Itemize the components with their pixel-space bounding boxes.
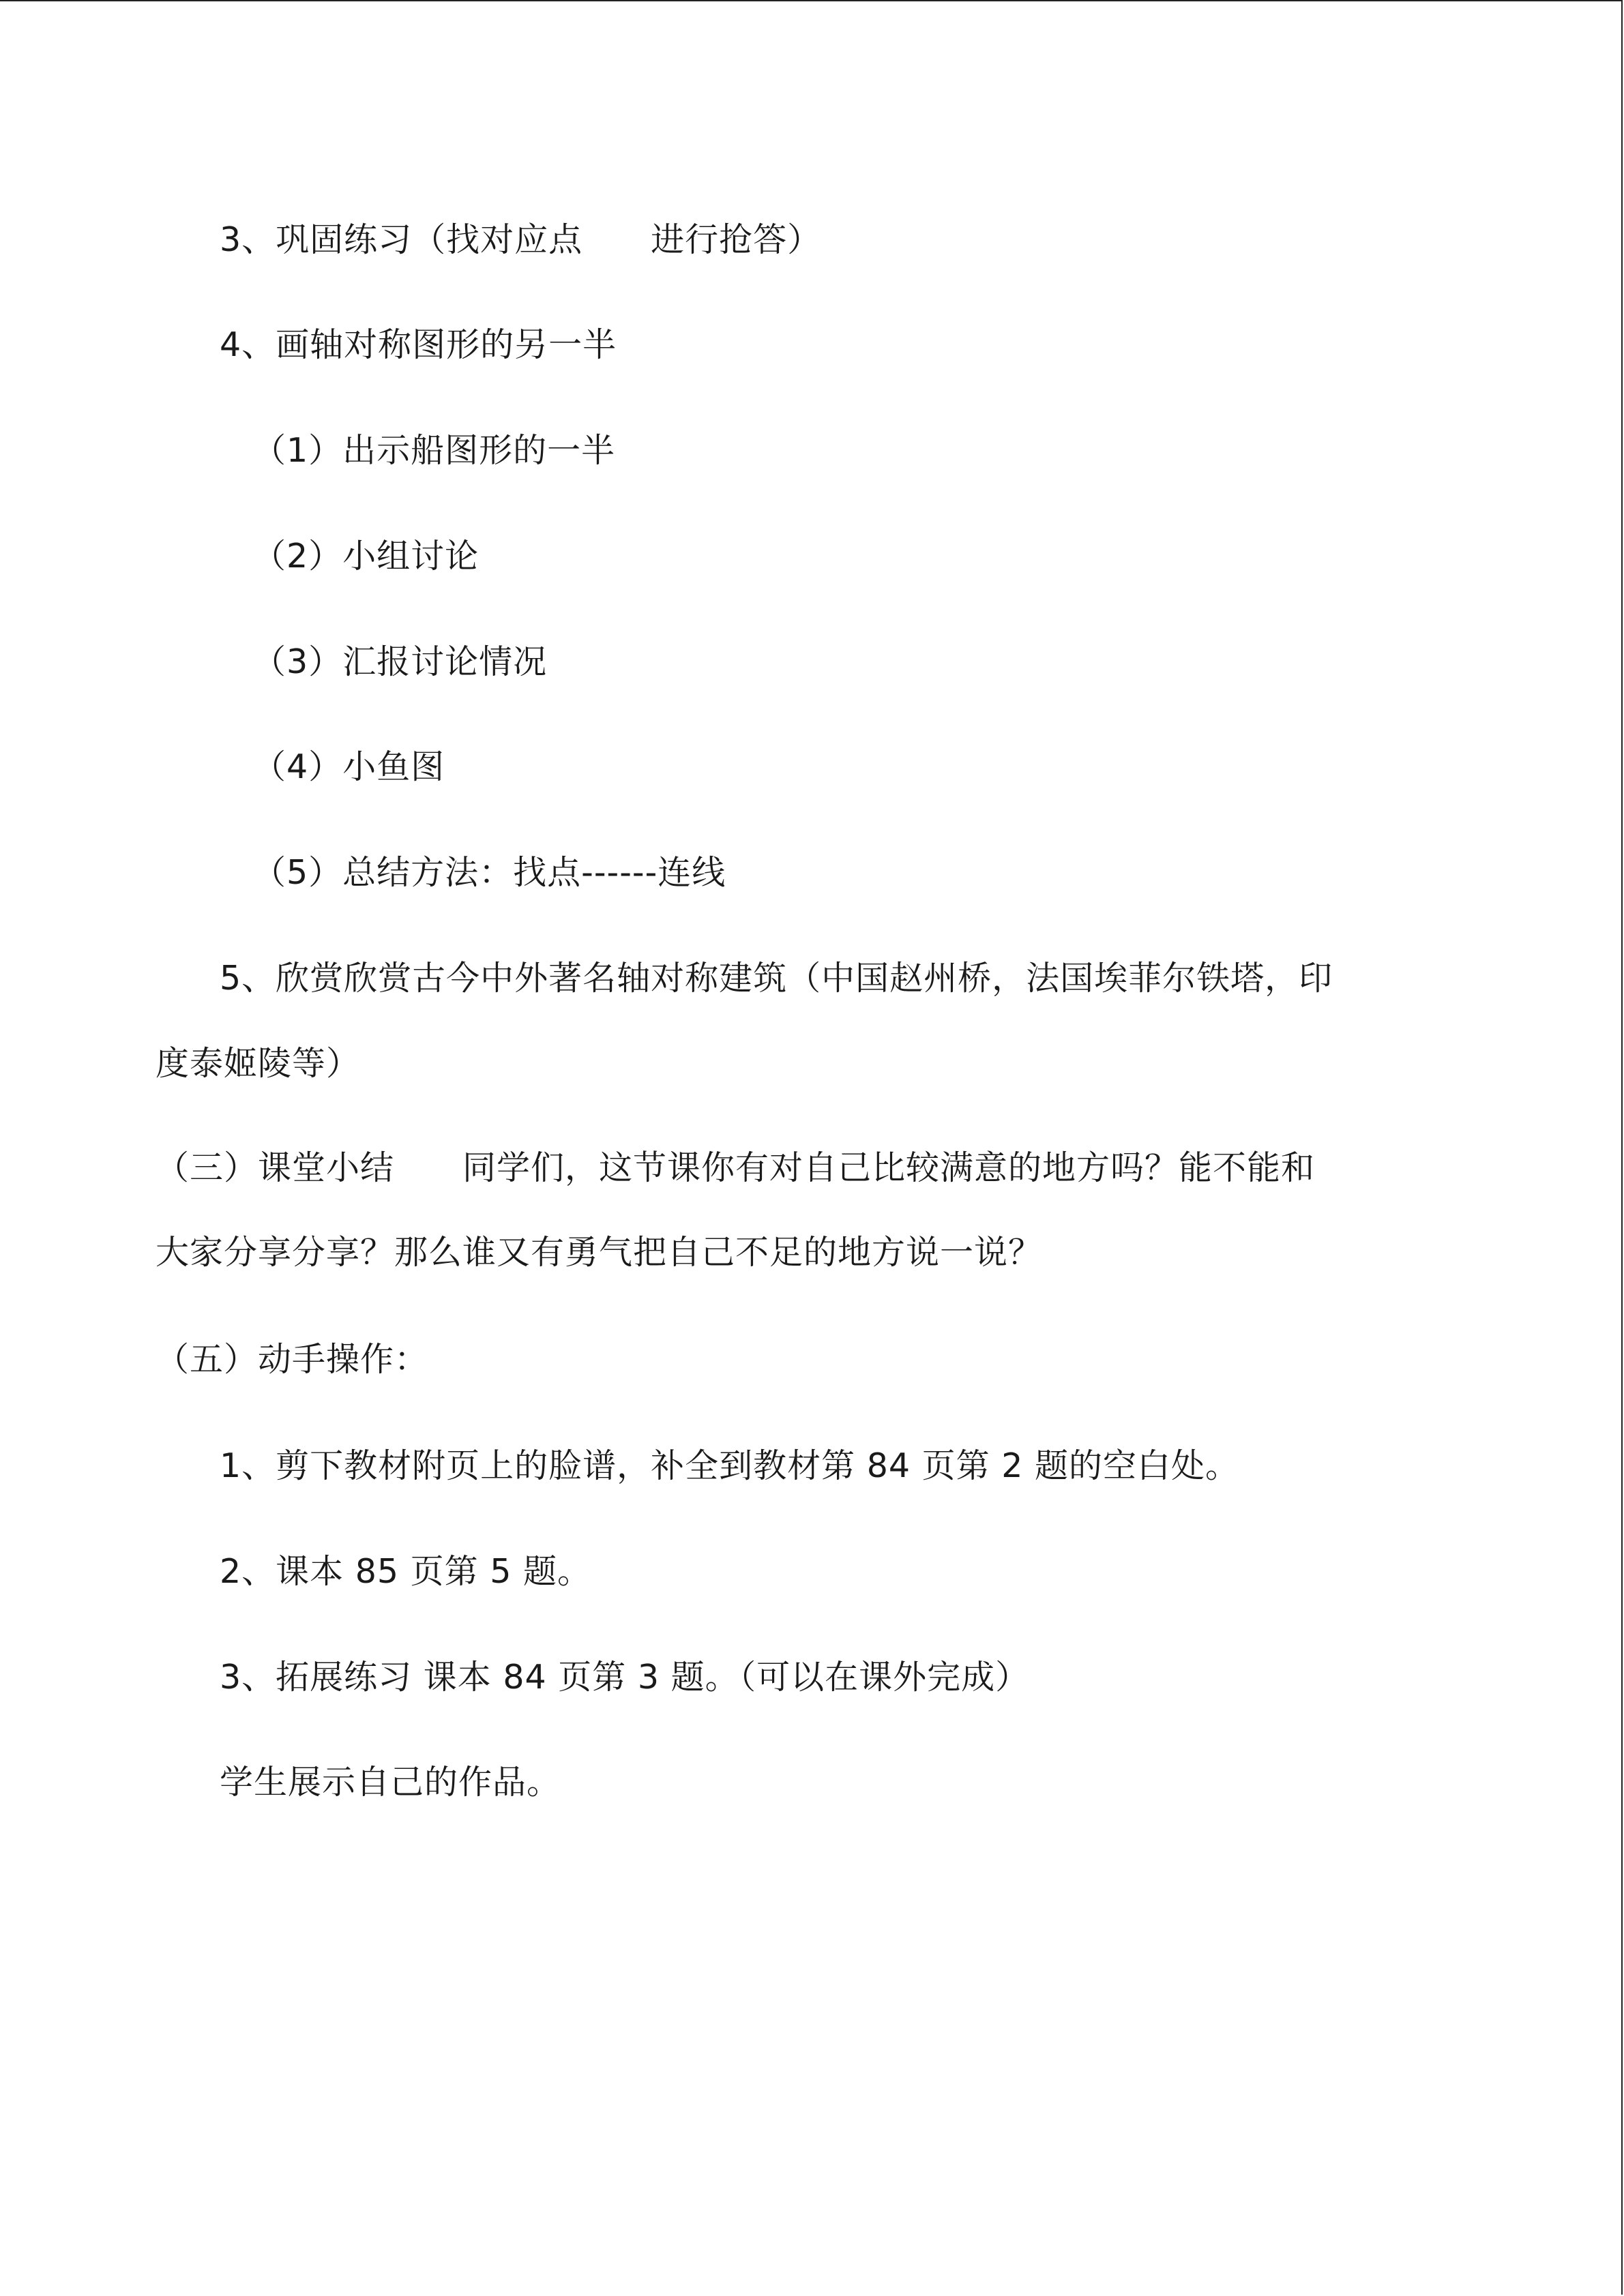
line-group-discussion: （2）小组讨论 [252,537,479,576]
line-class-summary-1: （三）课堂小结 同学们，这节课你有对自己比较满意的地方吗？能不能和 [156,1148,1316,1187]
line-task-3: 3、拓展练习 课本 84 页第 3 题。（可以在课外完成） [220,1658,1030,1697]
line-boat-half: （1）出示船图形的一半 [252,431,616,470]
line-task-1: 1、剪下教材附页上的脸谱，补全到教材第 84 页第 2 题的空白处。 [220,1446,1240,1485]
line-summary-method: （5）总结方法：找点------连线 [252,853,726,892]
line-fish: （4）小鱼图 [252,747,445,786]
line-student-showcase: 学生展示自己的作品。 [220,1763,561,1802]
line-task-2: 2、课本 85 页第 5 题。 [220,1552,592,1591]
line-appreciate-1: 5、欣赏欣赏古今中外著名轴对称建筑（中国赵州桥，法国埃菲尔铁塔，印 [220,959,1333,998]
line-report: （3）汇报讨论情况 [252,642,548,681]
section-heading-hands-on: （五）动手操作： [156,1340,429,1379]
line-draw-half: 4、画轴对称图形的另一半 [220,325,617,364]
line-appreciate-2: 度泰姬陵等） [156,1044,361,1083]
line-practice: 3、巩固练习（找对应点 进行抢答） [220,220,822,259]
line-class-summary-2: 大家分享分享？那么谁又有勇气把自己不足的地方说一说？ [156,1233,1043,1272]
